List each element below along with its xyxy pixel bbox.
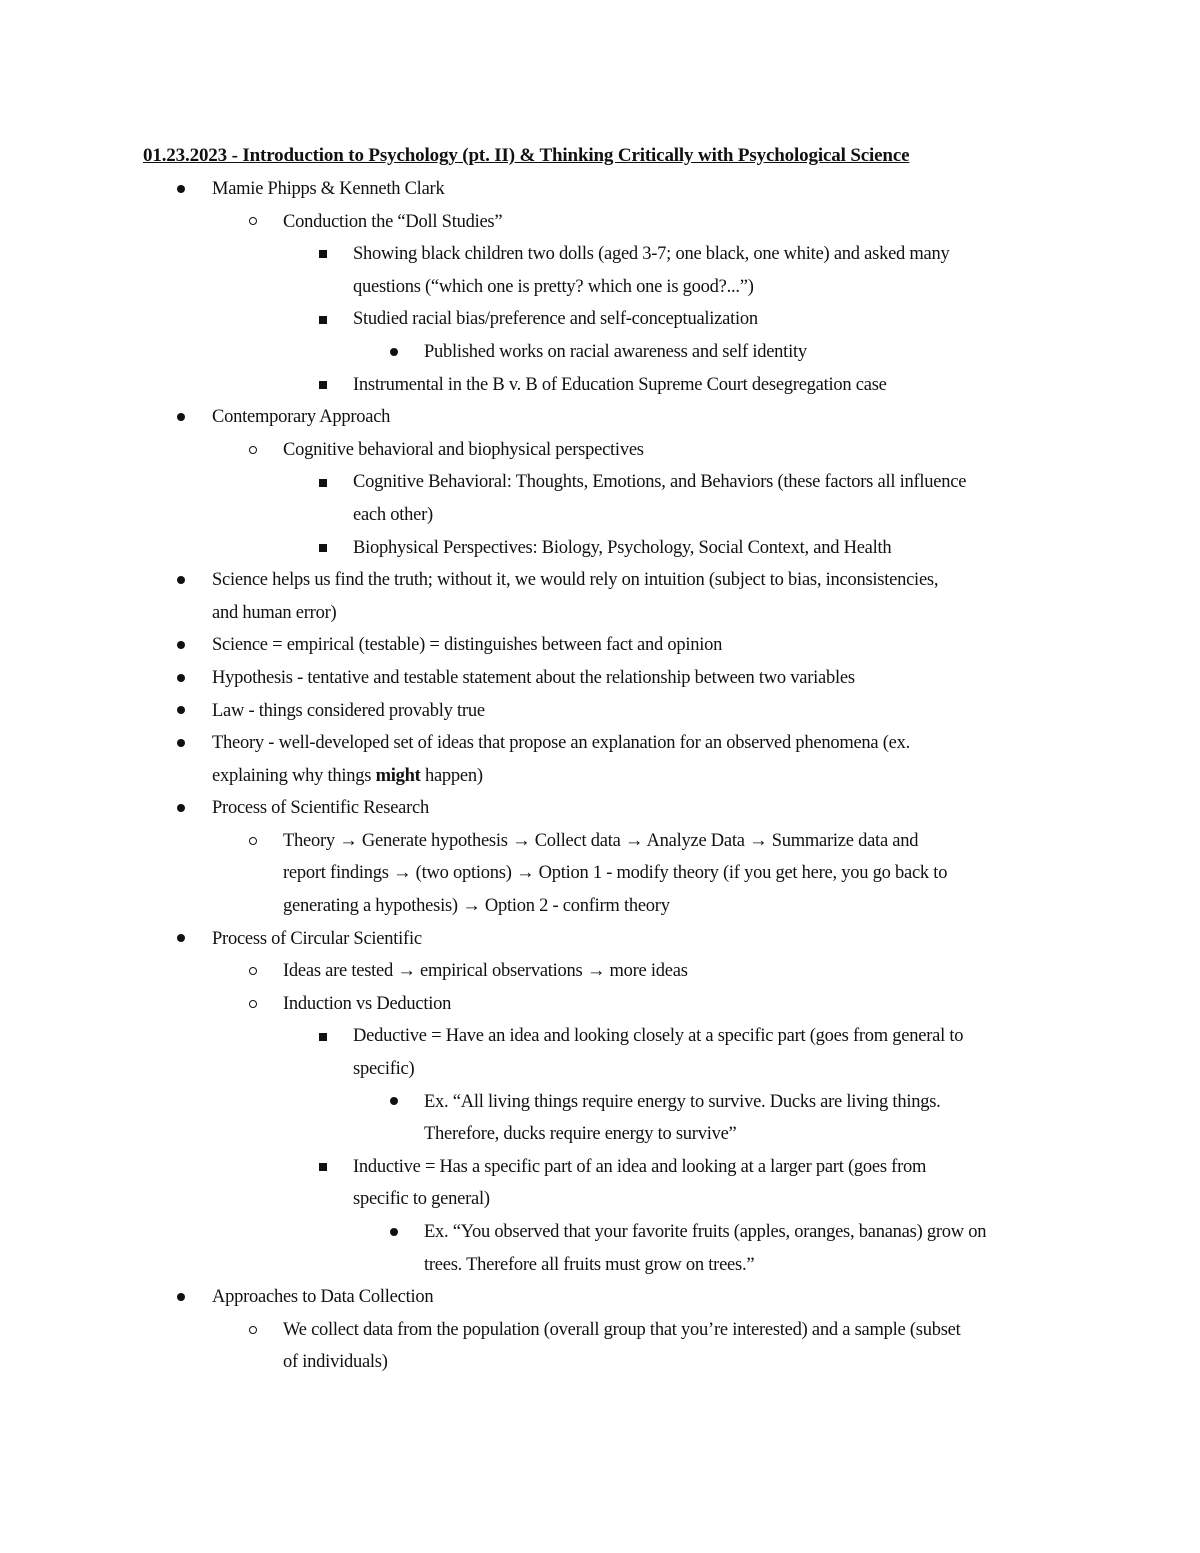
notes-list [0, 173, 1200, 1379]
list-item [0, 466, 1200, 499]
disc-bullet-icon [177, 695, 185, 728]
disc-bullet-icon [390, 1086, 398, 1119]
circle-bullet-icon [249, 1314, 257, 1347]
text-segment: explaining why things [212, 765, 376, 786]
list-item [0, 532, 1200, 565]
list-item-text: Conduction the “Doll Studies” [283, 211, 503, 232]
page-title: 01.23.2023 - Introduction to Psychology (pt. II) & Thinking Critically with Psychological Science [143, 145, 910, 166]
list-item-text: trees. Therefore all fruits must grow on trees.” [424, 1254, 755, 1275]
list-item [0, 434, 1200, 467]
list-item [0, 303, 1200, 336]
square-bullet-icon [319, 1151, 327, 1184]
list-item [0, 629, 1200, 662]
disc-bullet-icon [177, 727, 185, 760]
list-item-text: Biophysical Perspectives: Biology, Psychology, Social Context, and Health [353, 537, 892, 558]
list-item-text: specific to general) [353, 1189, 490, 1210]
list-item [0, 1151, 1200, 1184]
disc-bullet-icon [177, 564, 185, 597]
list-item-text: Law - things considered provably true [212, 700, 485, 721]
list-item [0, 988, 1200, 1021]
list-item-continuation [0, 499, 1200, 532]
list-item-text: Process of Scientific Research [212, 798, 429, 819]
disc-bullet-icon [390, 1216, 398, 1249]
list-item-text: Process of Circular Scientific [212, 928, 422, 949]
list-item [0, 1020, 1200, 1053]
disc-bullet-icon [177, 173, 185, 206]
list-item-text: generating a hypothesis) → Option 2 - confirm theory [283, 896, 670, 917]
square-bullet-icon [319, 303, 327, 336]
circle-bullet-icon [249, 955, 257, 988]
list-item [0, 1086, 1200, 1119]
list-item-text: Ex. “All living things require energy to survive. Ducks are living things. [424, 1091, 941, 1112]
disc-bullet-icon [177, 792, 185, 825]
list-item-text: Ex. “You observed that your favorite fruits (apples, oranges, bananas) grow on [424, 1222, 987, 1242]
square-bullet-icon [319, 238, 327, 271]
list-item-continuation [0, 1183, 1200, 1216]
list-item-text: Studied racial bias/preference and self-conceptualization [353, 309, 758, 330]
list-item-text: of individuals) [283, 1352, 388, 1373]
disc-bullet-icon [177, 401, 185, 434]
list-item-text: Published works on racial awareness and self identity [424, 341, 807, 362]
list-item-continuation [0, 890, 1200, 923]
list-item-text: report findings → (two options) → Option 1 - modify theory (if you get here, you go back to [283, 863, 948, 884]
list-item-text: Contemporary Approach [212, 407, 391, 428]
circle-bullet-icon [249, 988, 257, 1021]
list-item [0, 923, 1200, 956]
list-item [0, 336, 1200, 369]
list-item-text: each other) [353, 504, 433, 525]
list-item-text: Instrumental in the B v. B of Education Supreme Court desegregation case [353, 374, 887, 395]
list-item-text: Therefore, ducks require energy to survive” [424, 1124, 737, 1145]
disc-bullet-icon [390, 336, 398, 369]
disc-bullet-icon [177, 923, 185, 956]
list-item-text: Inductive = Has a specific part of an idea and looking at a larger part (goes from [353, 1156, 927, 1177]
list-item [0, 792, 1200, 825]
list-item [0, 955, 1200, 988]
bold-emphasis: might [375, 765, 421, 786]
list-item-text: Ideas are tested → empirical observations → more ideas [283, 961, 688, 982]
list-item-continuation [0, 1249, 1200, 1282]
list-item [0, 1216, 1200, 1249]
list-item [0, 662, 1200, 695]
square-bullet-icon [319, 466, 327, 499]
square-bullet-icon [319, 369, 327, 402]
list-item [0, 401, 1200, 434]
list-item-text: Science helps us find the truth; without it, we would rely on intuition (subject to bias, inconsistencies, [212, 570, 939, 591]
list-item [0, 695, 1200, 728]
list-item [0, 727, 1200, 760]
list-item-text: Cognitive behavioral and biophysical perspectives [283, 439, 644, 460]
circle-bullet-icon [249, 825, 257, 858]
list-item-text: We collect data from the population (overall group that you’re interested) and a sample (subset [283, 1319, 961, 1340]
list-item-text: Induction vs Deduction [283, 993, 452, 1014]
list-item [0, 206, 1200, 239]
list-item-continuation [0, 597, 1200, 630]
list-item-text: Mamie Phipps & Kenneth Clark [212, 179, 445, 199]
list-item-text: questions (“which one is pretty? which one is good?...”) [353, 276, 754, 297]
list-item-text: Hypothesis - tentative and testable statement about the relationship between two variables [212, 667, 855, 688]
list-item [0, 369, 1200, 402]
list-item-text: and human error) [212, 602, 337, 623]
list-item-text: specific) [353, 1059, 415, 1080]
list-item-text: Theory → Generate hypothesis → Collect data → Analyze Data → Summarize data and [283, 830, 919, 851]
list-item [0, 1314, 1200, 1347]
square-bullet-icon [319, 1020, 327, 1053]
list-item-text: Science = empirical (testable) = distinguishes between fact and opinion [212, 635, 723, 656]
list-item-continuation [0, 857, 1200, 890]
list-item-text: Cognitive Behavioral: Thoughts, Emotions, and Behaviors (these factors all influence [353, 472, 967, 493]
list-item [0, 1281, 1200, 1314]
list-item-continuation [0, 1053, 1200, 1086]
list-item [0, 173, 1200, 206]
list-item-text: Theory - well-developed set of ideas that propose an explanation for an observed phenomena (ex. [212, 733, 911, 754]
list-item-text: Deductive = Have an idea and looking closely at a specific part (goes from general to [353, 1026, 964, 1047]
disc-bullet-icon [177, 662, 185, 695]
list-item-continuation [0, 1346, 1200, 1379]
disc-bullet-icon [177, 629, 185, 662]
list-item-continuation [0, 760, 1200, 793]
list-item [0, 238, 1200, 271]
circle-bullet-icon [249, 206, 257, 239]
circle-bullet-icon [249, 434, 257, 467]
list-item-text [212, 760, 483, 793]
list-item-text: Approaches to Data Collection [212, 1287, 434, 1308]
list-item [0, 564, 1200, 597]
list-item-continuation [0, 271, 1200, 304]
text-segment: happen) [420, 765, 483, 786]
disc-bullet-icon [177, 1281, 185, 1314]
square-bullet-icon [319, 532, 327, 565]
list-item-text: Showing black children two dolls (aged 3-7; one black, one white) and asked many [353, 244, 950, 265]
list-item-continuation [0, 1118, 1200, 1151]
list-item [0, 825, 1200, 858]
